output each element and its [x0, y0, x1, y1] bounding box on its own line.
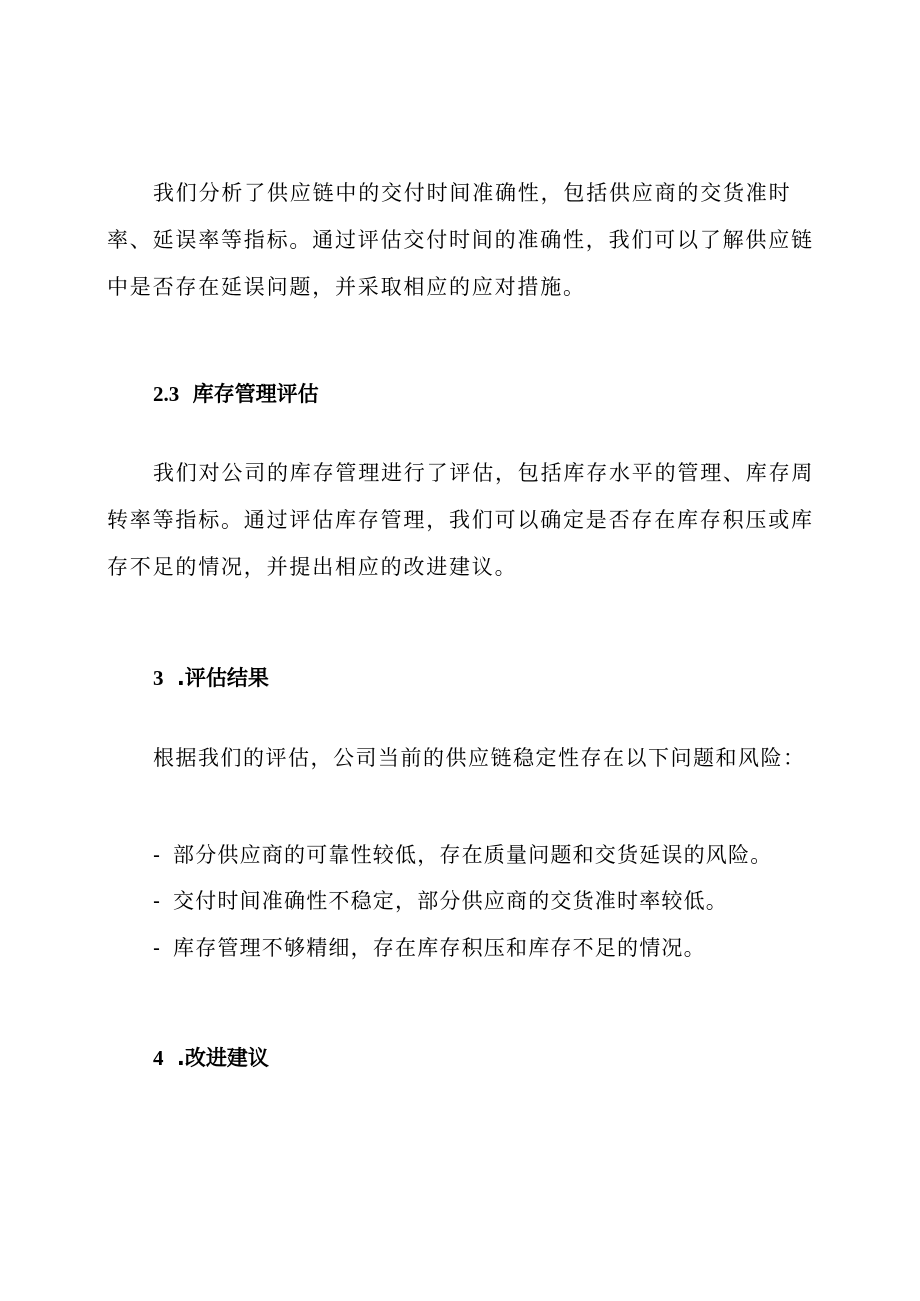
list-item [153, 840, 772, 871]
section-title: 库存管理评估 [192, 382, 319, 406]
section-title: .改进建议 [176, 1046, 269, 1070]
section-number: 2.3 [153, 382, 180, 406]
list-item-text: 部分供应商的可靠性较低，存在质量问题和交货延误的风险。 [173, 843, 773, 867]
paragraph-delivery-accuracy: 我们分析了供应链中的交付时间准确性，包括供应商的交货准时率、延误率等指标。通过评估交付时间的准确性，我们可以了解供应链中是否存在延误问题，并采取相应的应对措施。 [107, 181, 814, 299]
list-item [153, 886, 728, 917]
results-intro: 根据我们的评估，公司当前的供应链稳定性存在以下问题和风险： [153, 746, 806, 770]
section-title: .评估结果 [176, 666, 269, 690]
section-number: 3 [153, 666, 164, 690]
list-item-text: 交付时间准确性不稳定，部分供应商的交货准时率较低。 [173, 889, 728, 913]
section-number: 4 [153, 1046, 164, 1070]
paragraph-inventory-management: 我们对公司的库存管理进行了评估，包括库存水平的管理、库存周转率等指标。通过评估库存管理，我们可以确定是否存在库存积压或库存不足的情况，并提出相应的改进建议。 [107, 461, 815, 579]
section-heading-3 [153, 663, 269, 693]
list-item-text: 库存管理不够精细，存在库存积压和库存不足的情况。 [173, 936, 706, 960]
section-heading-4 [153, 1043, 269, 1073]
list-item [153, 933, 706, 964]
bullet-marker: - [153, 937, 162, 960]
bullet-marker: - [153, 890, 162, 913]
section-heading-2-3 [153, 379, 319, 409]
bullet-marker: - [153, 844, 162, 867]
